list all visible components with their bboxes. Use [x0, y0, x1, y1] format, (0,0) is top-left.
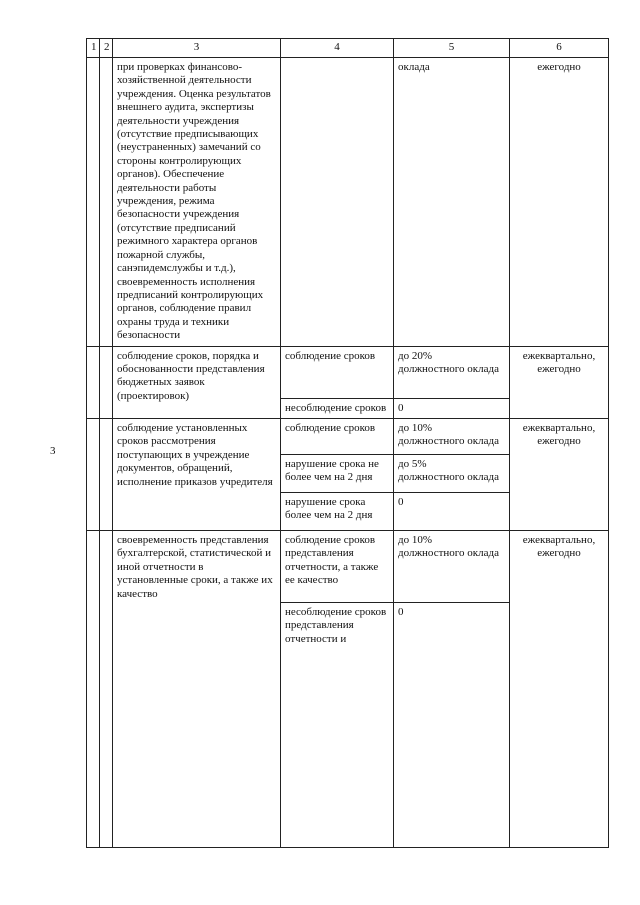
header-col-5: 5 — [394, 39, 510, 58]
cell-amount: оклада — [394, 58, 510, 347]
header-col-1: 1 — [87, 39, 100, 58]
cell-amount: до 10% должностного оклада — [394, 530, 510, 602]
header-row — [87, 39, 609, 58]
table-row — [87, 58, 609, 347]
cell-num — [87, 530, 100, 847]
cell-position — [100, 418, 113, 530]
cell-num — [87, 418, 100, 530]
cell-condition: нарушение срока не более чем на 2 дня — [281, 454, 394, 492]
cell-num — [87, 346, 100, 418]
cell-frequency: ежеквартально, ежегодно — [510, 530, 609, 847]
cell-amount: до 5% должностного оклада — [394, 454, 510, 492]
cell-frequency: ежеквартально, ежегодно — [510, 418, 609, 530]
cell-criterion: своевременность представления бухгалтерской, статистической и иной отчетности в установленные сроки, а также их качество — [113, 530, 281, 847]
page-number: 3 — [50, 445, 56, 457]
cell-position — [100, 58, 113, 347]
cell-condition: несоблюдение сроков — [281, 398, 394, 418]
cell-frequency: ежеквартально, ежегодно — [510, 346, 609, 418]
cell-amount: до 20% должностного оклада — [394, 346, 510, 398]
cell-amount: 0 — [394, 398, 510, 418]
cell-condition: несоблюдение сроков представления отчетности и — [281, 602, 394, 847]
cell-amount: 0 — [394, 492, 510, 530]
cell-amount: 0 — [394, 602, 510, 847]
cell-criterion: соблюдение установленных сроков рассмотрения поступающих в учреждение документов, обращений, исполнение приказов учредителя — [113, 418, 281, 530]
cell-condition: соблюдение сроков представления отчетности, а также ее качество — [281, 530, 394, 602]
header-col-2: 2 — [100, 39, 113, 58]
cell-condition: соблюдение сроков — [281, 418, 394, 454]
table-row — [87, 346, 609, 398]
cell-position — [100, 530, 113, 847]
cell-position — [100, 346, 113, 418]
cell-criterion: соблюдение сроков, порядка и обоснованности представления бюджетных заявок (проектировок) — [113, 346, 281, 418]
criteria-table — [86, 38, 609, 848]
header-col-3: 3 — [113, 39, 281, 58]
cell-condition: соблюдение сроков — [281, 346, 394, 398]
cell-condition: нарушение срока более чем на 2 дня — [281, 492, 394, 530]
header-col-4: 4 — [281, 39, 394, 58]
cell-num — [87, 58, 100, 347]
cell-frequency: ежегодно — [510, 58, 609, 347]
table-row — [87, 418, 609, 454]
header-col-6: 6 — [510, 39, 609, 58]
cell-criterion: при проверках финансово-хозяйственной деятельности учреждения. Оценка результатов внешнего аудита, экспертизы деятельности учреждения (отсутствие предписывающих (неустраненных) замечаний со стороны контролирующих органов). Обеспечение деятельности работы учреждения, режима безопасности учреждения (отсутствие предписаний режимного характера органов пожарной службы, санэпидемслужбы и т.д.), своевременность исполнения предписаний контролирующих органов, соблюдение правил охраны труда и техники безопасности — [113, 58, 281, 347]
table-row — [87, 530, 609, 602]
cell-condition — [281, 58, 394, 347]
cell-amount: до 10% должностного оклада — [394, 418, 510, 454]
